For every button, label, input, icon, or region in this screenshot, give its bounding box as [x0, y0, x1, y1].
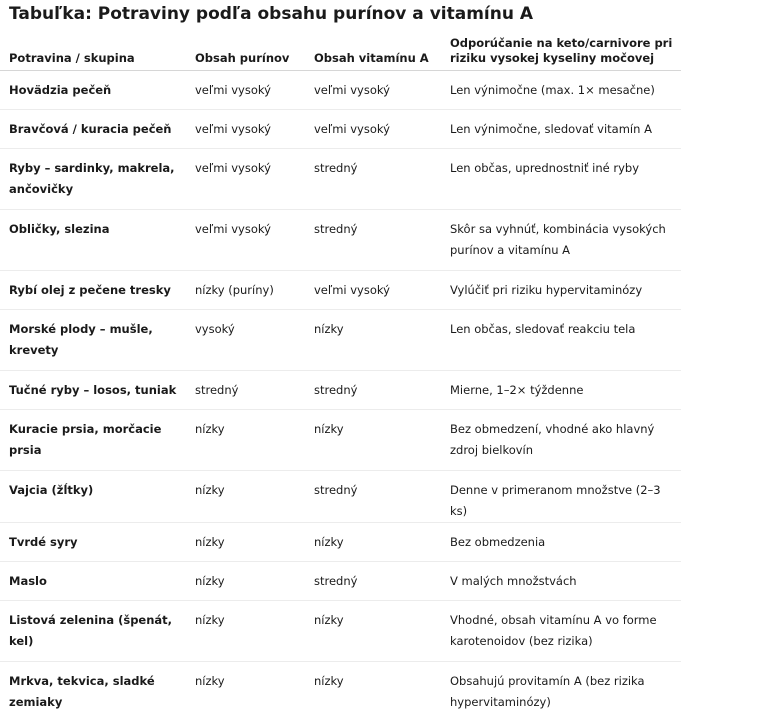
purine-vitamin-table: [0, 30, 681, 722]
cell-recommendation: V malých množstvách: [441, 561, 681, 600]
column-header-food: Potravina / skupina: [0, 30, 186, 70]
cell-recommendation: Vhodné, obsah vitamínu A vo forme karotenoidov (bez rizika): [441, 600, 681, 661]
cell-vitamin-a: nízky: [314, 673, 344, 688]
cell-vitamin-a: nízky: [305, 600, 441, 661]
cell-vitamin-a: nízky: [305, 522, 441, 561]
cell-recommendation: Len výnimočne, sledovať vitamín A: [441, 109, 681, 148]
table-row: [0, 409, 681, 470]
cell-food: Tvrdé syry: [0, 522, 186, 561]
cell-recommendation: Len občas, uprednostniť iné ryby: [441, 148, 681, 209]
cell-food: Morské plody – mušle, krevety: [0, 309, 186, 370]
cell-recommendation: Obsahujú provitamín A (bez rizika hypervitaminózy): [450, 673, 645, 709]
cell-recommendation: Skôr sa vyhnúť, kombinácia vysokých purínov a vitamínu A: [441, 209, 681, 270]
cell-purines: nízky: [186, 470, 305, 522]
cell-food: Listová zelenina (špenát, kel): [0, 600, 186, 661]
table-row: [0, 470, 681, 522]
column-header-recommendation: Odporúčanie na keto/carnivore pri riziku vysokej kyseliny močovej: [441, 30, 681, 70]
cell-recommendation: Denne v primeranom množstve (2–3 ks): [441, 470, 681, 522]
cell-purines: veľmi vysoký: [186, 209, 305, 270]
cell-food: Vajcia (žĺtky): [0, 470, 186, 522]
cell-vitamin-a: nízky: [305, 409, 441, 470]
column-header-purines: Obsah purínov: [186, 30, 305, 70]
cell-vitamin-a: stredný: [305, 148, 441, 209]
cell-vitamin-a: stredný: [305, 370, 441, 409]
cell-vitamin-a: stredný: [305, 561, 441, 600]
cell-recommendation: Bez obmedzení, vhodné ako hlavný zdroj bielkovín: [441, 409, 681, 470]
table-row: [0, 309, 681, 370]
table-row: [0, 270, 681, 309]
table-row: [0, 209, 681, 270]
cell-recommendation: Mierne, 1–2× týždenne: [441, 370, 681, 409]
cell-purines: veľmi vysoký: [186, 109, 305, 148]
column-header-vitamin-a: Obsah vitamínu A: [305, 30, 441, 70]
cell-vitamin-a: veľmi vysoký: [305, 270, 441, 309]
cell-purines: nízky: [195, 673, 225, 688]
cell-purines: nízky: [186, 561, 305, 600]
cell-purines: nízky: [186, 522, 305, 561]
cell-recommendation: Len výnimočne (max. 1× mesačne): [441, 70, 681, 109]
cell-food: Maslo: [0, 561, 186, 600]
cell-food: Kuracie prsia, morčacie prsia: [0, 409, 186, 470]
table-header-row: [0, 30, 681, 70]
table-row: [0, 561, 681, 600]
cell-food: Bravčová / kuracia pečeň: [0, 109, 186, 148]
cell-purines: veľmi vysoký: [186, 148, 305, 209]
table-row: [0, 370, 681, 409]
cell-vitamin-a: nízky: [305, 309, 441, 370]
cell-recommendation: Len občas, sledovať reakciu tela: [441, 309, 681, 370]
cell-vitamin-a: stredný: [305, 209, 441, 270]
cell-purines: nízky: [186, 409, 305, 470]
cell-purines: vysoký: [186, 309, 305, 370]
cell-purines: stredný: [186, 370, 305, 409]
cell-purines: nízky (puríny): [186, 270, 305, 309]
table-row: [0, 522, 681, 561]
cell-vitamin-a: veľmi vysoký: [305, 109, 441, 148]
cell-food: Obličky, slezina: [0, 209, 186, 270]
cell-food: Rybí olej z pečene tresky: [0, 270, 186, 309]
cell-food: Mrkva, tekvica, sladké zemiaky: [9, 673, 155, 709]
cell-food: Ryby – sardinky, makrela, ančovičky: [0, 148, 186, 209]
cell-recommendation: Bez obmedzenia: [441, 522, 681, 561]
table-row: [0, 109, 681, 148]
cell-food: Hovädzia pečeň: [0, 70, 186, 109]
cell-purines: veľmi vysoký: [186, 70, 305, 109]
table-row: [0, 148, 681, 209]
cell-vitamin-a: stredný: [305, 470, 441, 522]
cell-food: Tučné ryby – losos, tuniak: [0, 370, 186, 409]
cell-recommendation: Vylúčiť pri riziku hypervitaminózy: [441, 270, 681, 309]
cell-vitamin-a: veľmi vysoký: [305, 70, 441, 109]
page-title: Tabuľka: Potraviny podľa obsahu purínov a vitamínu A: [9, 4, 534, 24]
table-row: [0, 661, 681, 722]
cell-purines: nízky: [186, 600, 305, 661]
table-row: [0, 600, 681, 661]
table-row: [0, 70, 681, 109]
